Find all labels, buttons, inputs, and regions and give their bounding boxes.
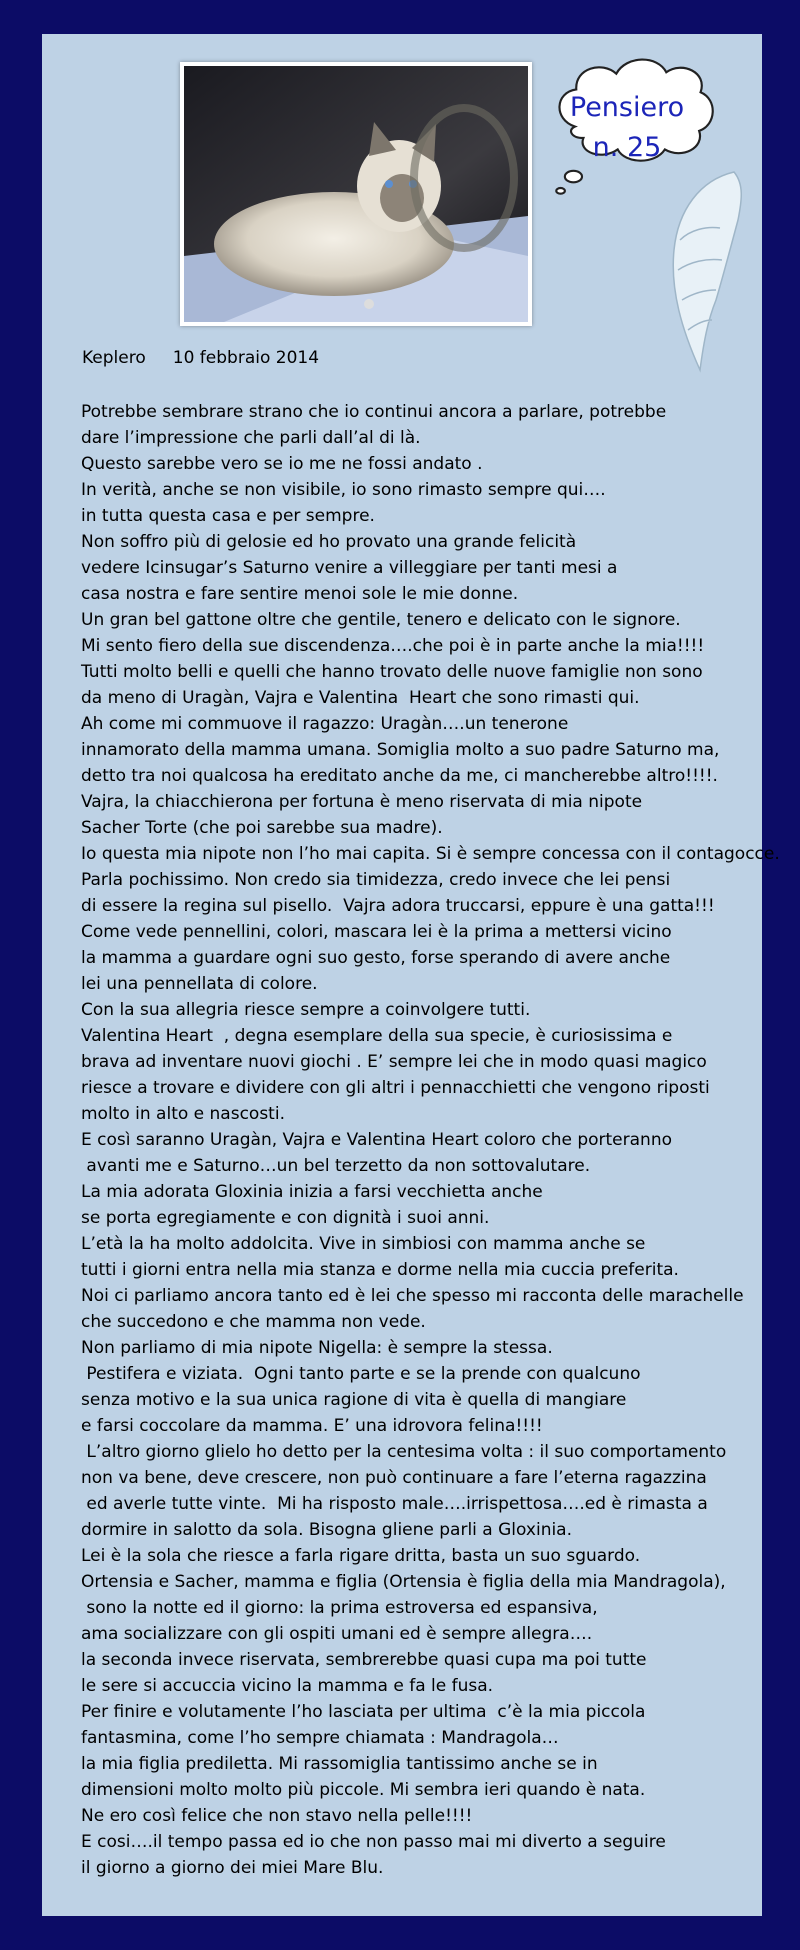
text-line: lei una pennellata di colore.: [81, 974, 318, 994]
text-line: detto tra noi qualcosa ha ereditato anche da me, ci mancherebbe altro!!!!.: [81, 766, 718, 786]
text-line: senza motivo e la sua unica ragione di vita è quella di mangiare: [81, 1390, 627, 1410]
text-line: Ne ero così felice che non stavo nella pelle!!!!: [81, 1806, 473, 1826]
text-line: Sacher Torte (che poi sarebbe sua madre).: [81, 818, 443, 838]
text-line: La mia adorata Gloxinia inizia a farsi vecchietta anche: [81, 1182, 543, 1202]
text-line: in tutta questa casa e per sempre.: [81, 506, 375, 526]
text-line: riesce a trovare e dividere con gli altri i pennacchietti che vengono riposti: [81, 1078, 710, 1098]
cat-photo: [180, 62, 532, 326]
text-line: da meno di Uragàn, Vajra e Valentina Heart che sono rimasti qui.: [81, 688, 640, 708]
text-line: Lei è la sola che riesce a farla rigare dritta, basta un suo sguardo.: [81, 1546, 641, 1566]
text-line: ed averle tutte vinte. Mi ha risposto male….irrispettosa….ed è rimasta a: [81, 1494, 708, 1514]
text-line: Ah come mi commuove il ragazzo: Uragàn….un tenerone: [81, 714, 569, 734]
text-line: casa nostra e fare sentire menoi sole le mie donne.: [81, 584, 519, 604]
text-line: Come vede pennellini, colori, mascara lei è la prima a mettersi vicino: [81, 922, 672, 942]
text-line: dormire in salotto da sola. Bisogna gliene parli a Gloxinia.: [81, 1520, 573, 1540]
text-line: Io questa mia nipote non l’ho mai capita. Si è sempre concessa con il contagocce.: [81, 844, 780, 864]
text-line: tutti i giorni entra nella mia stanza e dorme nella mia cuccia preferita.: [81, 1260, 679, 1280]
text-line: e farsi coccolare da mamma. E’ una idrovora felina!!!!: [81, 1416, 543, 1436]
text-line: In verità, anche se non visibile, io sono rimasto sempre qui….: [81, 480, 606, 500]
text-line: Pestifera e viziata. Ogni tanto parte e se la prende con qualcuno: [81, 1364, 641, 1384]
text-line: innamorato della mamma umana. Somiglia molto a suo padre Saturno ma,: [81, 740, 720, 760]
text-line: dare l’impressione che parli dall’al di là.: [81, 428, 421, 448]
text-line: Con la sua allegria riesce sempre a coinvolgere tutti.: [81, 1000, 531, 1020]
text-line: Mi sento fiero della sue discendenza….che poi è in parte anche la mia!!!!: [81, 636, 705, 656]
text-line: fantasmina, come l’ho sempre chiamata : Mandragola…: [81, 1728, 559, 1748]
text-line: non va bene, deve crescere, non può continuare a fare l’eterna ragazzina: [81, 1468, 707, 1488]
thought-bubble-text: [512, 88, 742, 168]
text-line: vedere Icinsugar’s Saturno venire a villeggiare per tanti mesi a: [81, 558, 618, 578]
author-date: Keplero 10 febbraio 2014: [82, 348, 320, 368]
text-line: Per finire e volutamente l’ho lasciata per ultima c’è la mia piccola: [81, 1702, 646, 1722]
text-line: Un gran bel gattone oltre che gentile, tenero e delicato con le signore.: [81, 610, 681, 630]
bubble-number: n. 25: [592, 132, 662, 163]
text-line: Potrebbe sembrare strano che io continui ancora a parlare, potrebbe: [81, 402, 667, 422]
text-line: Vajra, la chiacchierona per fortuna è meno riservata di mia nipote: [81, 792, 643, 812]
text-line: E cosi….il tempo passa ed io che non passo mai mi diverto a seguire: [81, 1832, 666, 1852]
text-line: E così saranno Uragàn, Vajra e Valentina Heart coloro che porteranno: [81, 1130, 672, 1150]
text-line: la mamma a guardare ogni suo gesto, forse sperando di avere anche: [81, 948, 671, 968]
text-line: L’età la ha molto addolcita. Vive in simbiosi con mamma anche se: [81, 1234, 646, 1254]
text-line: Non parliamo di mia nipote Nigella: è sempre la stessa.: [81, 1338, 553, 1358]
text-line: se porta egregiamente e con dignità i suoi anni.: [81, 1208, 490, 1228]
text-line: avanti me e Saturno…un bel terzetto da non sottovalutare.: [81, 1156, 591, 1176]
text-line: sono la notte ed il giorno: la prima estroversa ed espansiva,: [81, 1598, 598, 1618]
text-line: ama socializzare con gli ospiti umani ed è sempre allegra….: [81, 1624, 593, 1644]
text-line: di essere la regina sul pisello. Vajra adora truccarsi, eppure è una gatta!!!: [81, 896, 715, 916]
text-line: la seconda invece riservata, sembrerebbe quasi cupa ma poi tutte: [81, 1650, 647, 1670]
text-line: Ortensia e Sacher, mamma e figlia (Ortensia è figlia della mia Mandragola),: [81, 1572, 726, 1592]
text-line: dimensioni molto molto più piccole. Mi sembra ieri quando è nata.: [81, 1780, 646, 1800]
text-line: Noi ci parliamo ancora tanto ed è lei che spesso mi racconta delle marachelle: [81, 1286, 744, 1306]
text-line: la mia figlia prediletta. Mi rassomiglia tantissimo anche se in: [81, 1754, 598, 1774]
text-line: molto in alto e nascosti.: [81, 1104, 285, 1124]
text-line: Tutti molto belli e quelli che hanno trovato delle nuove famiglie non sono: [81, 662, 703, 682]
angel-wing-icon: [660, 170, 750, 380]
text-line: L’altro giorno glielo ho detto per la centesima volta : il suo comportamento: [81, 1442, 727, 1462]
text-line: Questo sarebbe vero se io me ne fossi andato .: [81, 454, 483, 474]
text-line: le sere si accuccia vicino la mamma e fa le fusa.: [81, 1676, 494, 1696]
text-line: Parla pochissimo. Non credo sia timidezza, credo invece che lei pensi: [81, 870, 671, 890]
text-line: che succedono e che mamma non vede.: [81, 1312, 426, 1332]
text-line: Valentina Heart , degna esemplare della sua specie, è curiosissima e: [81, 1026, 673, 1046]
text-line: Non soffro più di gelosie ed ho provato una grande felicità: [81, 532, 577, 552]
bubble-title: Pensiero: [569, 92, 685, 123]
text-line: brava ad inventare nuovi giochi . E’ sempre lei che in modo quasi magico: [81, 1052, 707, 1072]
letter-body: [81, 399, 780, 1881]
text-line: il giorno a giorno dei miei Mare Blu.: [81, 1858, 384, 1878]
